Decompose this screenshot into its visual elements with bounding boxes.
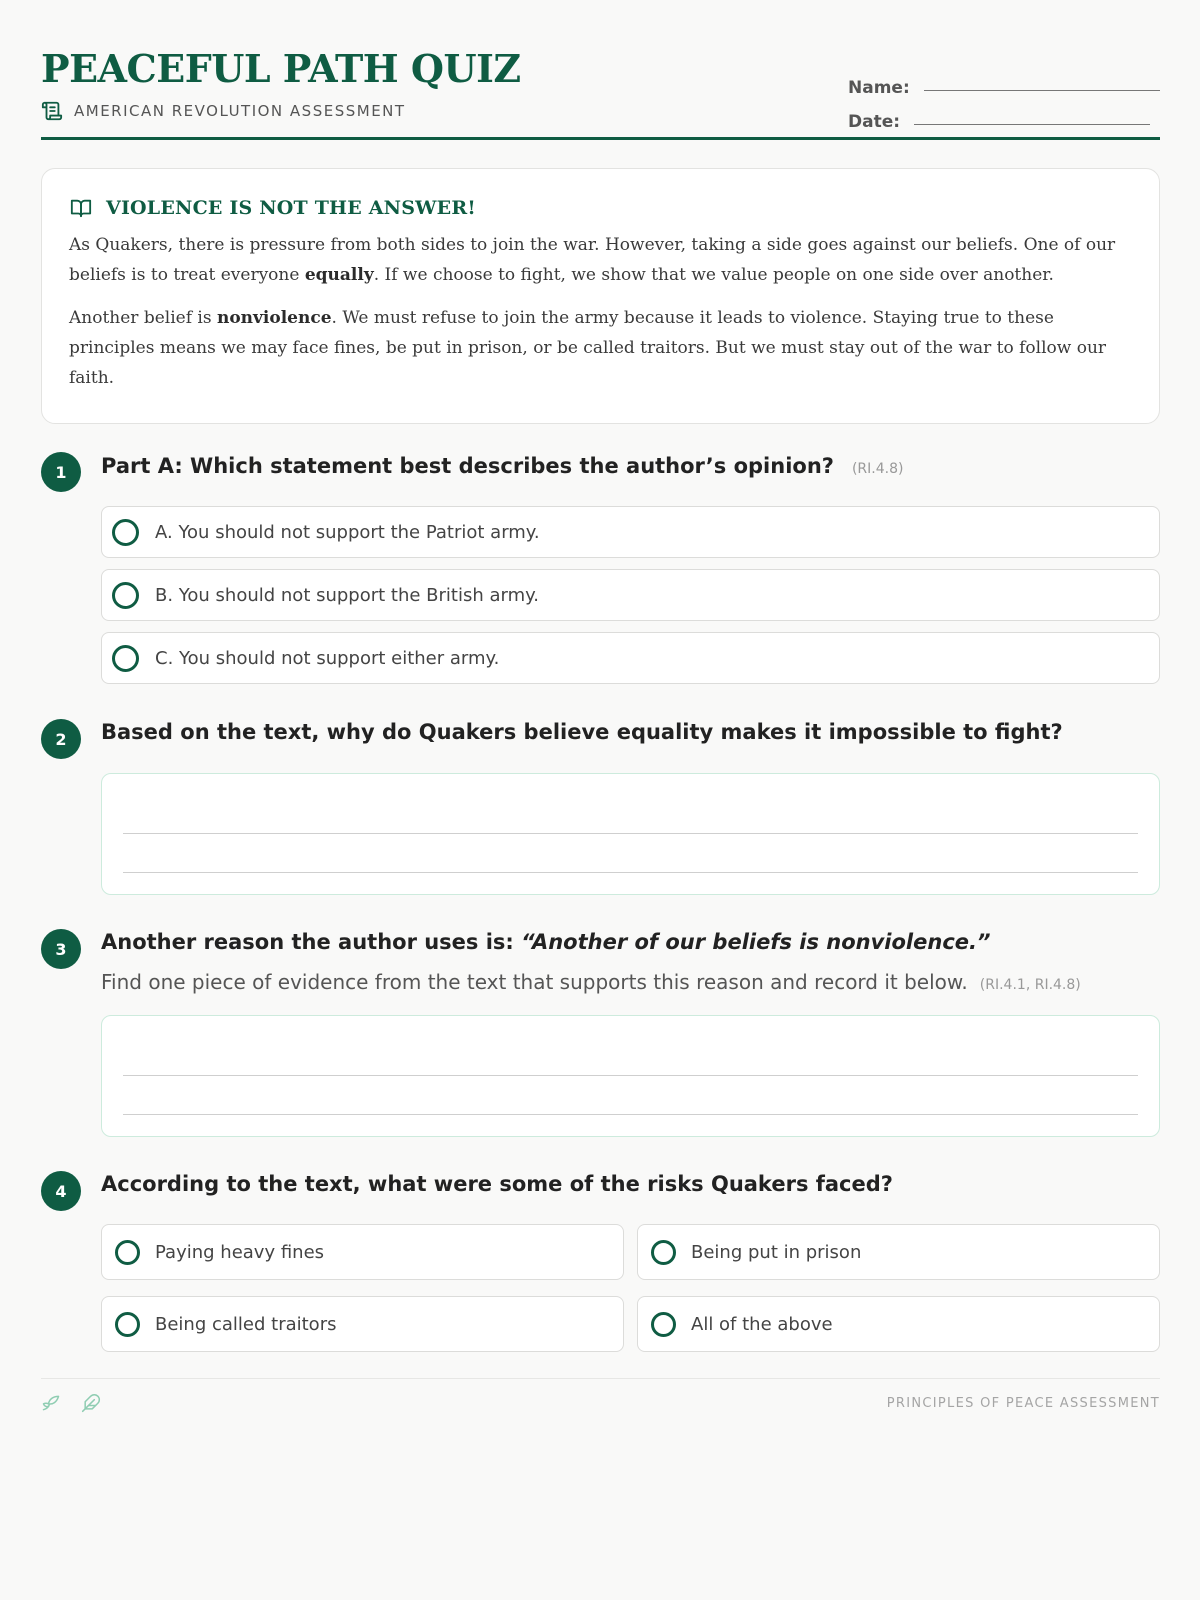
question-1-option-b[interactable] [101,569,1160,621]
date-line[interactable] [914,124,1150,125]
reading-passage [41,168,1160,424]
option-label: Being called traitors [155,1313,337,1335]
radio-button[interactable] [112,519,139,546]
passage-header [69,195,1132,221]
question-2-text: Based on the text, why do Quakers believe equality makes it impossible to fight? [101,720,1063,744]
subtitle-row [41,100,406,122]
option-label: All of the above [691,1313,833,1335]
option-label: B. You should not support the British army. [155,584,539,606]
student-fields [848,64,1160,132]
radio-button[interactable] [115,1240,140,1265]
footer-icons [41,1393,121,1413]
answer-line [123,1075,1138,1076]
question-number-1: 1 [41,452,81,492]
radio-button[interactable] [651,1312,676,1337]
question-number-3: 3 [41,929,81,969]
question-3-standard: (RI.4.1, RI.4.8) [979,977,1081,993]
question-number-2: 2 [41,719,81,759]
question-3-quote: “Another of our beliefs is nonviolence.” [521,930,991,954]
radio-button[interactable] [115,1312,140,1337]
dove-icon [41,1393,61,1413]
question-4-text: According to the text, what were some of the risks Quakers faced? [101,1172,893,1196]
radio-button[interactable] [112,645,139,672]
footer [41,1378,1160,1428]
question-1-option-c[interactable] [101,632,1160,684]
question-1-text: Part A: Which statement best describes the author’s opinion? (RI.4.8) [101,454,904,478]
name-field[interactable] [848,64,1160,98]
question-4-option-fines[interactable] [101,1224,624,1280]
question-number-4: 4 [41,1171,81,1211]
question-4-option-all[interactable] [637,1296,1160,1352]
answer-line [123,872,1138,873]
radio-button[interactable] [112,582,139,609]
option-label: A. You should not support the Patriot army. [155,521,540,543]
name-line[interactable] [924,90,1160,91]
feather-icon [81,1393,101,1413]
date-field[interactable] [848,98,1160,132]
header [41,0,1160,140]
question-3-subtext: Find one piece of evidence from the text that supports this reason and record it below. (RI.4.1, RI.4.8) [101,970,1081,994]
answer-line [123,1114,1138,1115]
option-label: C. You should not support either army. [155,647,500,669]
question-3-text: Another reason the author uses is: “Another of our beliefs is nonviolence.” [101,930,991,954]
answer-line [123,833,1138,834]
passage-paragraph-2: Another belief is nonviolence. We must refuse to join the army because it leads to violence. Staying true to these principles means we may face fines, be put in prison, or be called traitors. But we must stay out of the war to follow our faith. [69,308,1107,388]
footer-text: PRINCIPLES OF PEACE ASSESSMENT [886,1396,1160,1411]
date-label: Date: [848,112,901,132]
scroll-icon [41,100,63,122]
option-label: Paying heavy fines [155,1241,325,1263]
book-open-icon [69,197,93,219]
page-subtitle: AMERICAN REVOLUTION ASSESSMENT [74,102,406,120]
question-1-option-a[interactable] [101,506,1160,558]
question-3-answer-box[interactable] [101,1015,1160,1137]
name-label: Name: [848,78,910,98]
radio-button[interactable] [651,1240,676,1265]
question-1-standard: (RI.4.8) [851,461,904,477]
question-4-option-traitors[interactable] [101,1296,624,1352]
question-4-option-prison[interactable] [637,1224,1160,1280]
option-label: Being put in prison [691,1241,862,1263]
question-2-answer-box[interactable] [101,773,1160,895]
worksheet-page [41,0,1160,1411]
passage-paragraph-1: As Quakers, there is pressure from both sides to join the war. However, taking a side goes against our beliefs. One of our beliefs is to treat everyone equally. If we choose to fight, we show that we value people on one side over another. [69,235,1116,285]
passage-title: VIOLENCE IS NOT THE ANSWER! [106,197,476,219]
page-title: PEACEFUL PATH QUIZ [41,46,521,91]
